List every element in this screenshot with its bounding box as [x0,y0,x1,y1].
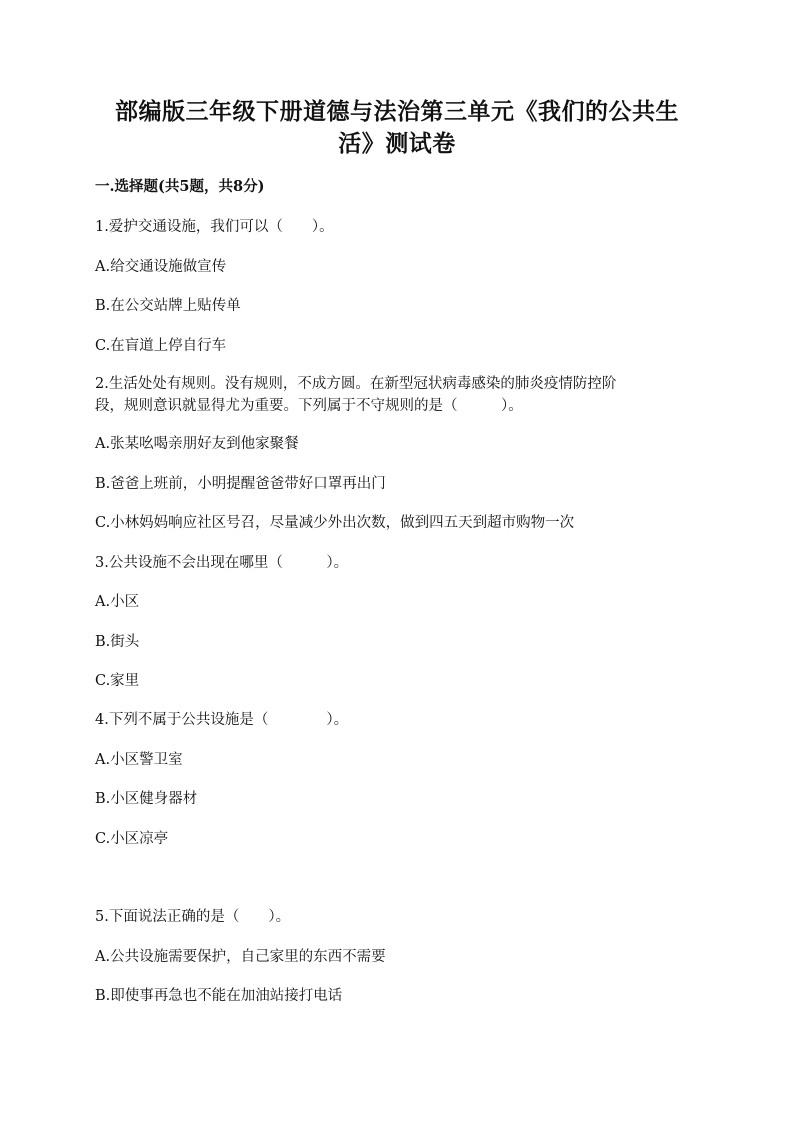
question-3-option-a: A.小区 [95,594,140,610]
question-1-stem: 1.爱护交通设施，我们可以（ ）。 [95,219,334,235]
document-title-line-1: 部编版三年级下册道德与法治第三单元《我们的公共生 [115,98,679,125]
question-5-option-a: A.公共设施需要保护，自己家里的东西不需要 [95,949,386,965]
question-2-stem-line-2: 段，规则意识就显得尤为重要。下列属于不守规则的是（ ）。 [95,398,523,414]
question-3-option-b: B.街头 [95,634,140,650]
question-4-option-c: C.小区凉亭 [95,831,169,847]
question-1-option-b: B.在公交站牌上贴传单 [95,298,241,314]
question-5-stem: 5.下面说法正确的是（ ）。 [95,909,291,925]
question-2-option-c: C.小林妈妈响应社区号召，尽量减少外出次数，做到四五天到超市购物一次 [95,515,575,531]
question-4-option-a: A.小区警卫室 [95,752,183,768]
question-3-option-c: C.家里 [95,673,140,689]
question-3-stem: 3.公共设施不会出现在哪里（ ）。 [95,555,349,571]
question-2-stem-line-1: 2.生活处处有规则。没有规则，不成方圆。在新型冠状病毒感染的肺炎疫情防控阶 [95,376,617,392]
question-5-option-b: B.即使事再急也不能在加油站接打电话 [95,988,343,1004]
document-title-line-2: 活》测试卷 [338,130,456,157]
question-2-option-a: A.张某吆喝亲朋好友到他家聚餐 [95,436,299,452]
question-1-option-c: C.在盲道上停自行车 [95,338,227,354]
question-4-option-b: B.小区健身器材 [95,791,198,807]
question-4-stem: 4.下列不属于公共设施是（ ）。 [95,712,349,728]
question-1-option-a: A.给交通设施做宣传 [95,259,227,275]
question-2-option-b: B.爸爸上班前，小明提醒爸爸带好口罩再出门 [95,476,386,492]
section-heading: 一.选择题(共5题，共8分) [95,178,265,195]
